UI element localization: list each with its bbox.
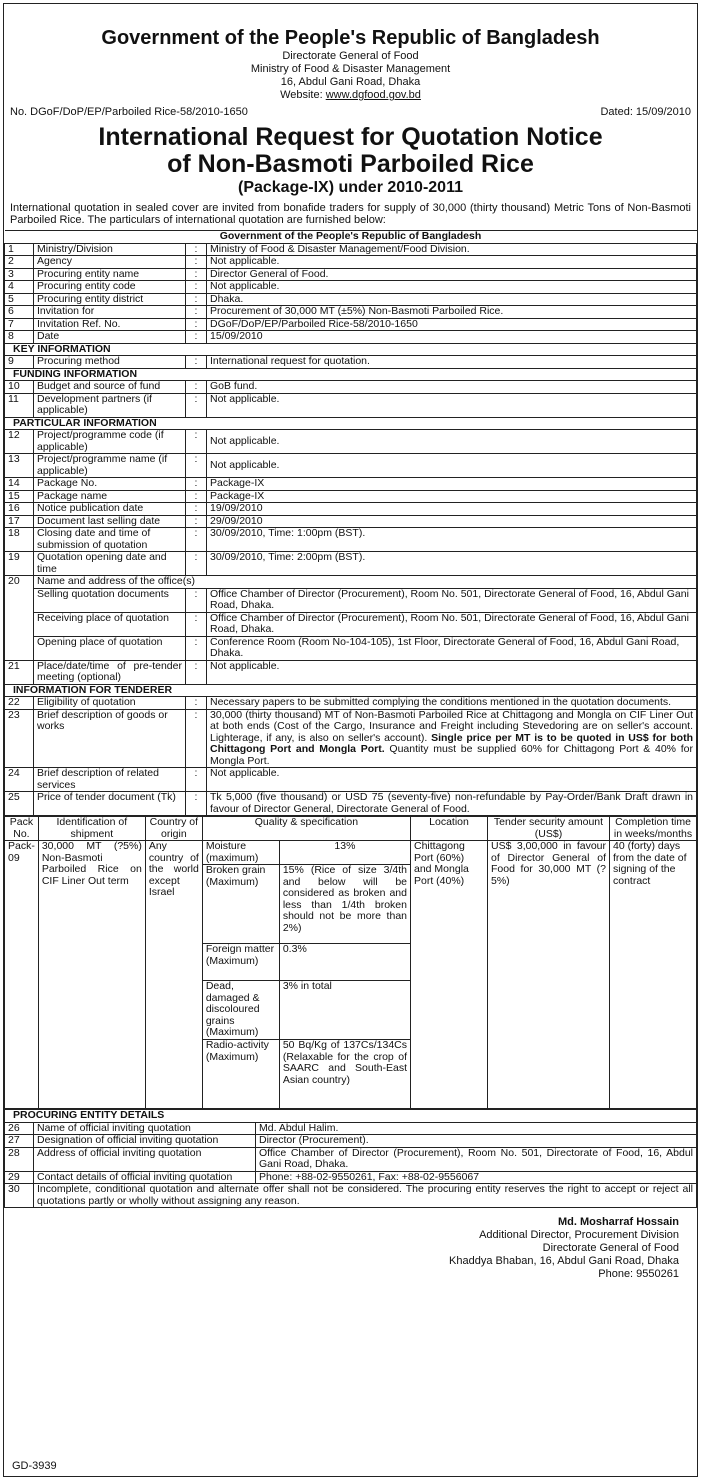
table-row: 24 Brief description of related services : Not applicable. xyxy=(5,768,697,792)
table-row: 14 Package No. : Package-IX xyxy=(5,478,697,491)
table-row: 17 Document last selling date : 29/09/2010 xyxy=(5,515,697,528)
signatory-title: Additional Director, Procurement Division xyxy=(479,1229,679,1241)
dept-line: Directorate General of Food xyxy=(282,50,419,62)
section-tenderer-info: INFORMATION FOR TENDERER xyxy=(5,684,697,697)
notice-title-1: International Request for Quotation Notice xyxy=(98,123,603,151)
table-row: 20 Name and address of the office(s) xyxy=(5,576,697,589)
section-procuring-entity: PROCURING ENTITY DETAILS xyxy=(5,1110,697,1123)
table-row: 30 Incomplete, conditional quotation and alternate offer shall not be considered. The procuring entity reserves the right to accept or reject all quotations partly or wholly without assigning any reason. xyxy=(5,1184,697,1208)
section-funding-info: FUNDING INFORMATION xyxy=(5,368,697,381)
table-row: 28 Address of official inviting quotation Office Chamber of Director (Procurement), Room No. 501, Directorate of Food, 16, Abdul Gani Road, Dhaka. xyxy=(5,1147,697,1171)
address-line: 16, Abdul Gani Road, Dhaka xyxy=(280,76,421,88)
table-row: 18 Closing date and time of submission of quotation : 30/09/2010, Time: 1:00pm (BST). xyxy=(5,528,697,552)
notice-subtitle: (Package-IX) under 2010-2011 xyxy=(237,179,463,196)
table-row: 15 Package name : Package-IX xyxy=(5,490,697,503)
website-label: Website: xyxy=(280,89,323,101)
table-row: 26 Name of official inviting quotation Md. Abdul Halim. xyxy=(5,1122,697,1135)
notice-title-2: of Non-Basmoti Parboiled Rice xyxy=(167,150,534,178)
signatory-name: Md. Mosharraf Hossain xyxy=(557,1216,679,1228)
gd-number: GD-3939 xyxy=(12,1460,57,1472)
table-row: 7 Invitation Ref. No. : DGoF/DoP/EP/Parboiled Rice-58/2010-1650 xyxy=(5,318,697,331)
spec-row: Broken grain (Maximum) 15% (Rice of size 3/4th and below will be considered as broken and less than 1/4th broken should not be more than 2%) xyxy=(5,865,697,944)
table-row: 21 Place/date/time of pre-tender meeting (optional) : Not applicable. xyxy=(5,660,697,684)
intro-paragraph: International quotation in sealed cover are invited from bonafide traders for supply of 30,000 (thirty thousand) Metric Tons of Non-Basmoti Parboiled Rice. The particulars of international quotation are furnished below: xyxy=(10,202,691,226)
table-row: 13 Project/programme name (if applicable) : Not applicable. xyxy=(5,454,697,478)
table-title: Government of the People's Republic of Bangladesh xyxy=(5,231,697,244)
specification-table: Pack No. Identification of shipment Country of origin Quality & specification Location Tender security amount (US$) Completion time in weeks/months Pack-09 30,000 MT (?5%) Non-Basmoti Parboiled Rice on CIF Liner Out term Any country of the world except Israel Moisture (maximum) 13% Chittagong Port (60%) and Mongla Port (40%) US$ 3,00,000 in favour of Director General of Food for 30,000 MT (?5%) 40 (forty) days from the date of signing of the contract Broken grain (Maximum) 15% (Rice of size 3/4th and below will be considered as broken and less than 1/4th broken should not be more than 2%) Foreign matter (Maximum) 0.3% Dead, damaged & discoloured grains (Maximum) 3% in total Radio-activity (Maximum) 50 Bq/Kg of 137Cs/134Cs (Relaxable for the crop of SAARC and South-East Asian country) xyxy=(4,816,697,1109)
spec-row: Pack-09 30,000 MT (?5%) Non-Basmoti Parboiled Rice on CIF Liner Out term Any country of the world except Israel Moisture (maximum) 13% Chittagong Port (60%) and Mongla Port (40%) US$ 3,00,000 in favour of Director General of Food for 30,000 MT (?5%) 40 (forty) days from the date of signing of the contract xyxy=(5,841,697,865)
table-row: Receiving place of quotation : Office Chamber of Director (Procurement), Room No. 501, Directorate General of Food, 16, Abdul Gani Road, Dhaka. xyxy=(5,612,697,636)
table-row: 19 Quotation opening date and time : 30/09/2010, Time: 2:00pm (BST). xyxy=(5,552,697,576)
table-row: 8 Date : 15/09/2010 xyxy=(5,331,697,344)
letterhead xyxy=(4,26,697,102)
table-row: 22 Eligibility of quotation : Necessary papers to be submitted complying the conditions mentioned in the quotation documents. xyxy=(5,697,697,710)
signatory-address: Khaddya Bhaban, 16, Abdul Gani Road, Dhaka xyxy=(449,1255,679,1267)
procuring-entity-table xyxy=(4,1109,697,1208)
signature-block xyxy=(4,1216,697,1281)
section-key-info: KEY INFORMATION xyxy=(5,343,697,356)
particulars-table xyxy=(4,230,697,816)
spec-row: Dead, damaged & discoloured grains (Maximum) 3% in total xyxy=(5,981,697,1040)
reference-number: No. DGoF/DoP/EP/Parboiled Rice-58/2010-1650 xyxy=(10,106,248,118)
table-row: 12 Project/programme code (if applicable) : Not applicable. xyxy=(5,430,697,454)
table-row: 25 Price of tender document (Tk) : Tk 5,000 (five thousand) or USD 75 (seventy-five) non-refundable by Pay-Order/Bank Draft drawn in favour of Director General, Directorate General of Food. xyxy=(5,792,697,816)
table-row: Selling quotation documents : Office Chamber of Director (Procurement), Room No. 501, Directorate General of Food, 16, Abdul Gani Road, Dhaka. xyxy=(5,588,697,612)
spec-row: Radio-activity (Maximum) 50 Bq/Kg of 137Cs/134Cs (Relaxable for the crop of SAARC and South-East Asian country) xyxy=(5,1040,697,1109)
spec-row: Foreign matter (Maximum) 0.3% xyxy=(5,944,697,981)
table-row: 2 Agency : Not applicable. xyxy=(5,256,697,269)
table-row: 4 Procuring entity code : Not applicable. xyxy=(5,281,697,294)
section-particular-info: PARTICULAR INFORMATION xyxy=(5,417,697,430)
table-row: 1 Ministry/Division : Ministry of Food & Disaster Management/Food Division. xyxy=(5,243,697,256)
table-row: 5 Procuring entity district : Dhaka. xyxy=(5,293,697,306)
website-line xyxy=(4,89,697,102)
ministry-line: Ministry of Food & Disaster Management xyxy=(250,63,451,75)
signatory-phone: Phone: 9550261 xyxy=(598,1268,679,1280)
table-row: 6 Invitation for : Procurement of 30,000 MT (±5%) Non-Basmoti Parboiled Rice. xyxy=(5,306,697,319)
table-row: 16 Notice publication date : 19/09/2010 xyxy=(5,503,697,516)
table-row: 23 Brief description of goods or works : 30,000 (thirty thousand) MT of Non-Basmoti Parboiled Rice at Chittagong and Mongla on CIF Liner Out at both ends (Cost of the Cargo, Insurance and Freight including Stevedoring are on seller's account. Lighterage, if any, is also on seller's account). Single price per MT is to be quoted in US$ for both Chittagong Port and Mongla Port. Quantity must be supplied 60% for Chittagong Port & 40% for Mongla Port. xyxy=(5,709,697,768)
notice-page xyxy=(3,3,698,1477)
table-row: Opening place of quotation : Conference Room (Room No-104-105), 1st Floor, Directorate General of Food, 16, Abdul Gani Road, Dhaka. xyxy=(5,636,697,660)
table-row: 11 Development partners (if applicable) : Not applicable. xyxy=(5,393,697,417)
signatory-dept: Directorate General of Food xyxy=(542,1242,679,1254)
table-row: 27 Designation of official inviting quotation Director (Procurement). xyxy=(5,1135,697,1148)
table-row: 10 Budget and source of fund : GoB fund. xyxy=(5,381,697,394)
table-row: 3 Procuring entity name : Director General of Food. xyxy=(5,268,697,281)
website-link[interactable]: www.dgfood.gov.bd xyxy=(325,89,421,101)
government-title: Government of the People's Republic of Bangladesh xyxy=(101,27,600,49)
table-row: 29 Contact details of official inviting quotation Phone: +88-02-9550261, Fax: +88-02-9556067 xyxy=(5,1171,697,1184)
reference-row xyxy=(4,106,697,118)
table-row: 9 Procuring method : International request for quotation. xyxy=(5,356,697,369)
dated: Dated: 15/09/2010 xyxy=(600,106,691,118)
